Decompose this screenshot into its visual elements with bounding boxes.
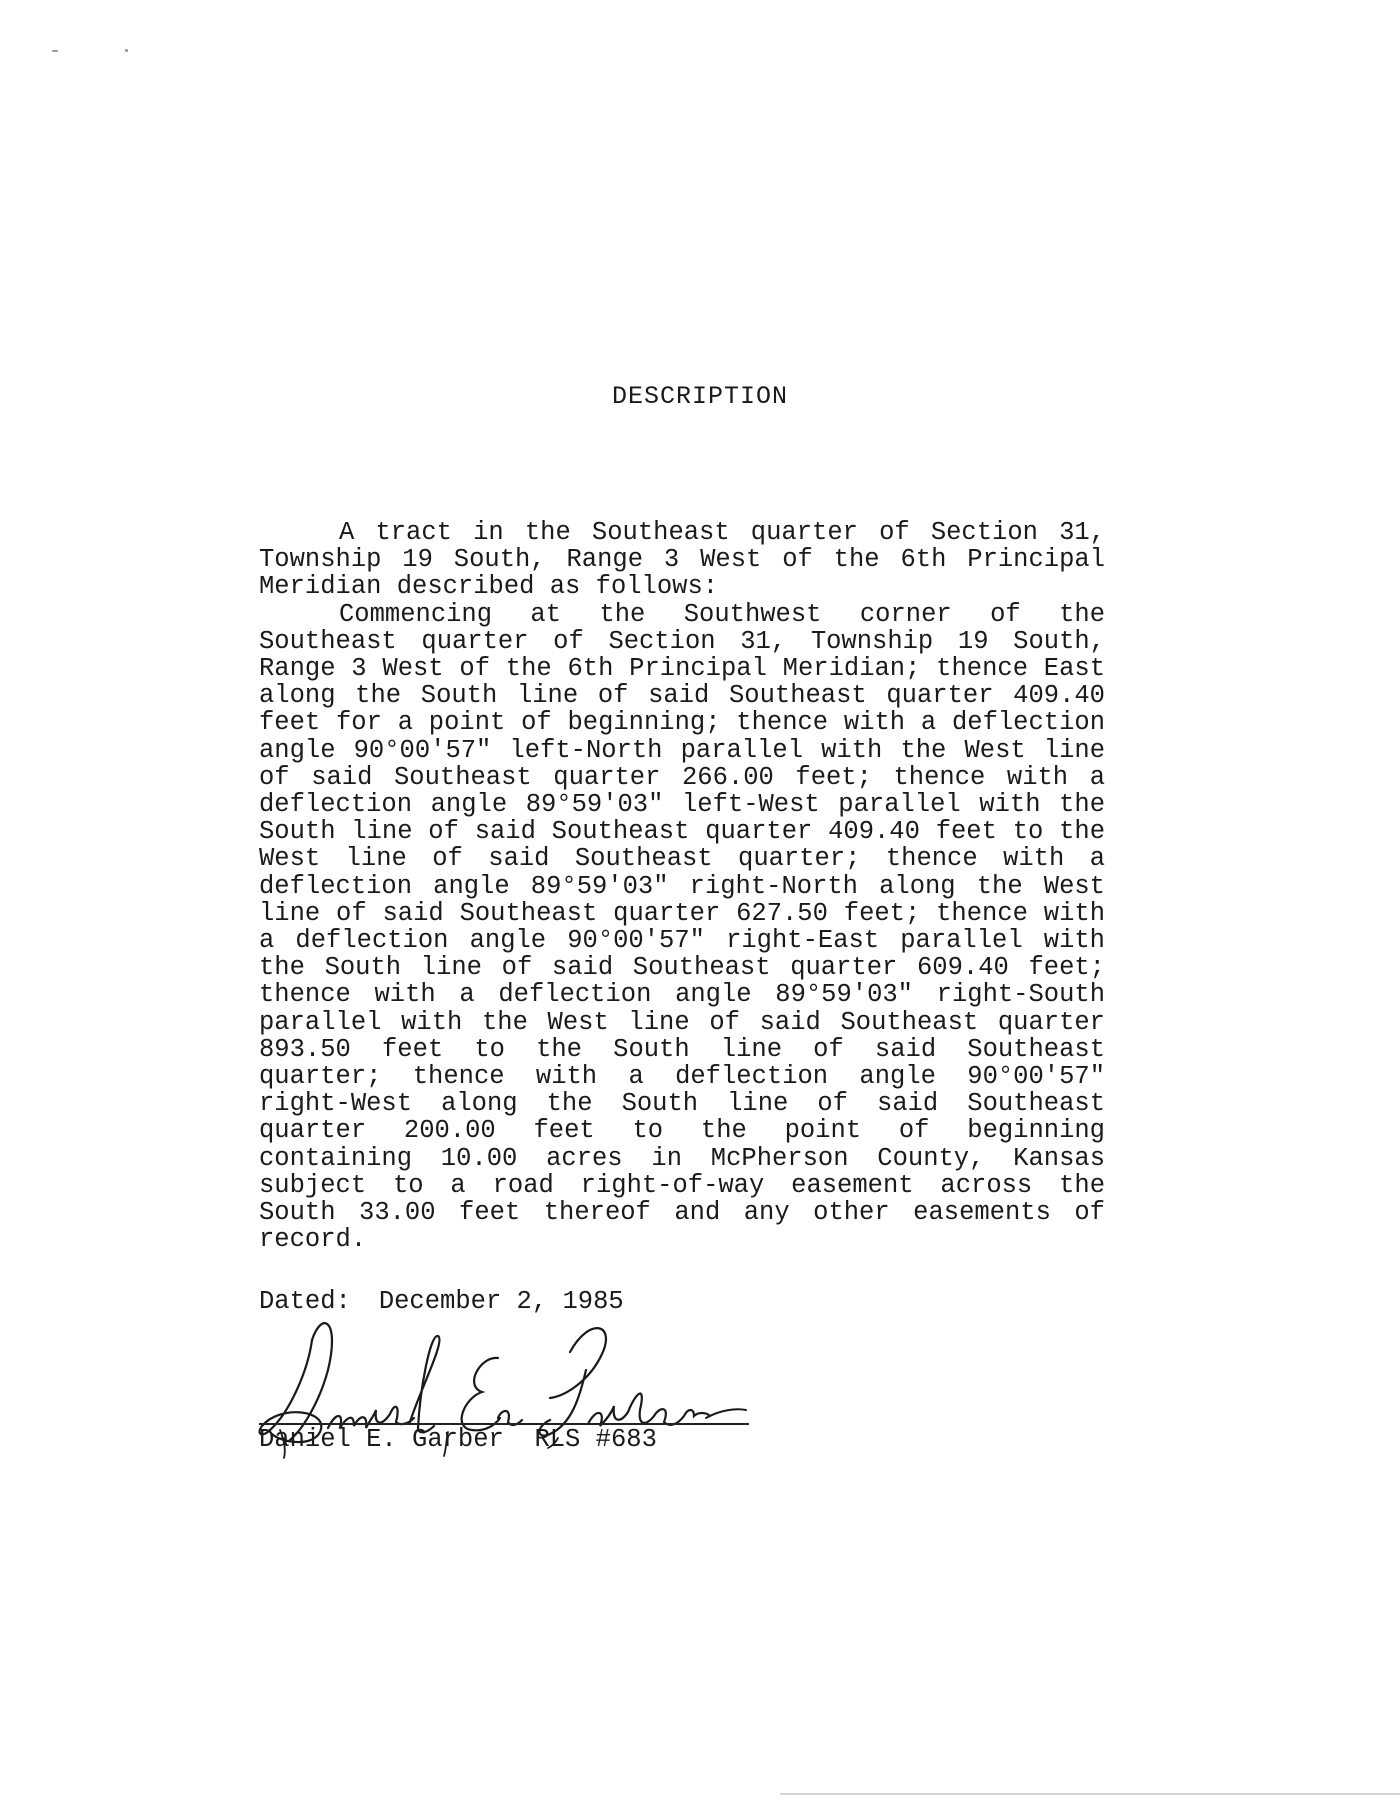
scan-speck — [125, 49, 128, 52]
page-edge-line — [780, 1793, 1400, 1795]
dated-value: December 2, 1985 — [378, 1287, 624, 1316]
document-title: DESCRIPTION — [611, 382, 789, 411]
legal-description-body — [259, 519, 1105, 1253]
description-paragraph-metes-bounds: Commencing at the Southwest corner of the Southeast quarter of Section 31, Township 19 South, Range 3 West of the 6th Principal Meridian; thence East along the South line of said Southeast quarter 409.40 feet for a point of beginning; thence with a deflection angle 90°00'57" left-North parallel with the West line of said Southeast quarter 266.00 feet; thence with a deflection angle 89°59'03" left-West parallel with the South line of said Southeast quarter 409.40 feet to the West line of said Southeast quarter; thence with a deflection angle 89°59'03" right-North along the West line of said Southeast quarter 627.50 feet; thence with a deflection angle 90°00'57" right-East parallel with the South line of said Southeast quarter 609.40 feet; thence with a deflection angle 89°59'03" right-South parallel with the West line of said Southeast quarter 893.50 feet to the South line of said Southeast quarter; thence with a deflection angle 90°00'57" right-West along the South line of said Southeast quarter 200.00 feet to the point of beginning containing 10.00 acres in McPherson County, Kansas subject to a road right-of-way easement across the South 33.00 feet thereof and any other easements of record. — [259, 599, 1105, 1255]
dated-label: Dated: — [259, 1287, 351, 1316]
signer-name: Daniel E. Garber — [259, 1425, 504, 1454]
signer-block — [259, 1426, 657, 1453]
description-paragraph-intro: A tract in the Southeast quarter of Section 31, Township 19 South, Range 3 West of the 6th Principal Meridian described as follows: — [259, 518, 1105, 602]
scan-speck — [52, 50, 58, 52]
signer-credential: RLS #683 — [534, 1425, 657, 1454]
